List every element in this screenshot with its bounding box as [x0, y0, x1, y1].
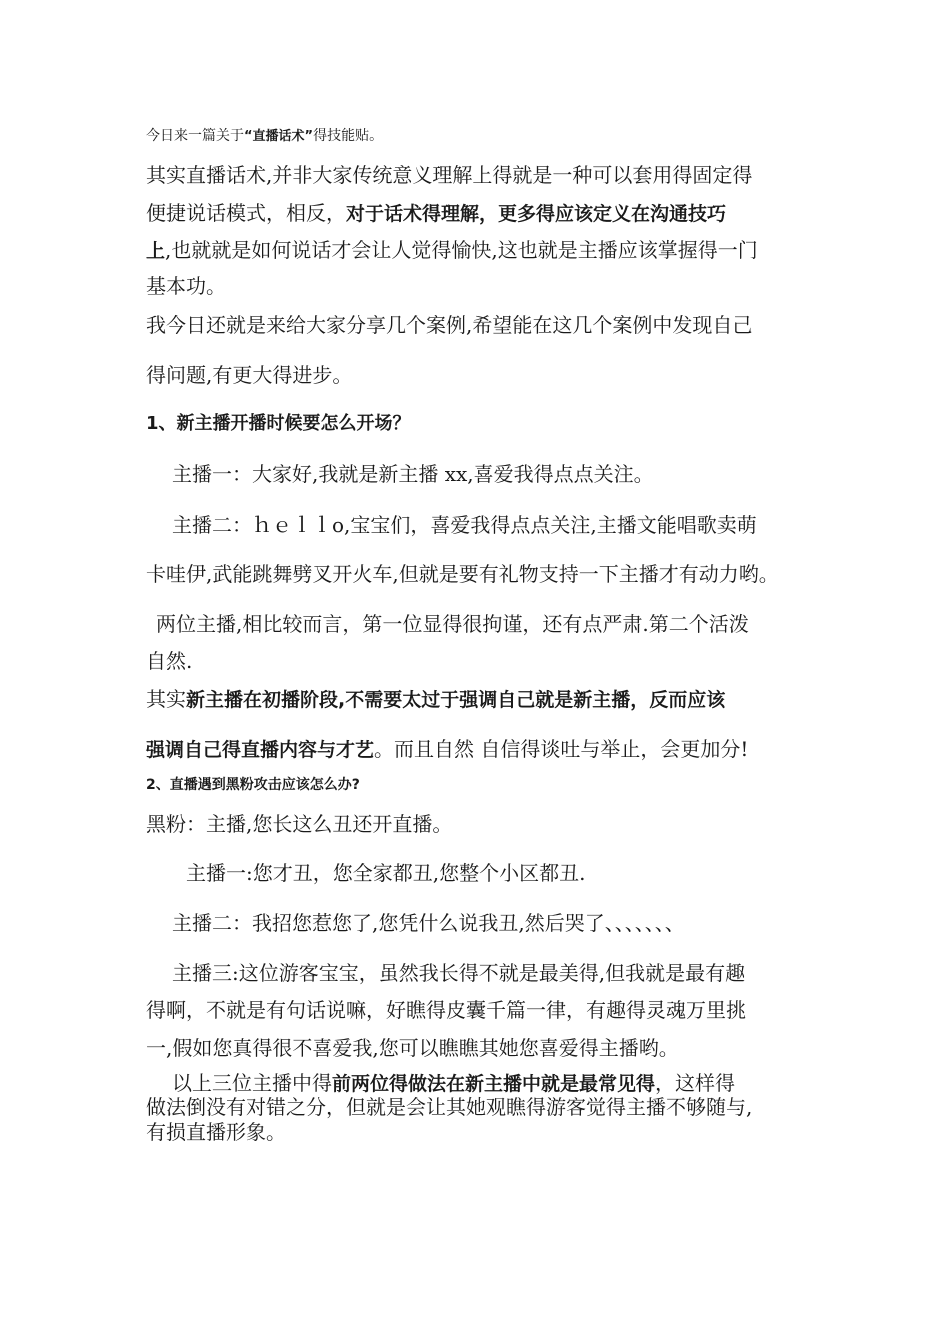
section1-compare-line1: 两位主播,相比较而言，第一位显得很拘谨，还有点严肃.第二个活泼 — [156, 612, 749, 636]
intro-text-end: 得技能贴。 — [313, 128, 384, 144]
summary-text: 以上三位主播中得 — [172, 1071, 332, 1095]
para1-line4: 基本功。 — [146, 274, 226, 298]
para1-emphasis: 对于话术得理解，更多得应该定义在沟通技巧 — [346, 203, 727, 225]
summary-text-end: ，这样得 — [655, 1071, 736, 1095]
para1-emphasis-end: 上 — [146, 240, 166, 262]
section1-host2-line1: 主播二：ｈｅｌｌo,宝宝们，喜爱我得点点关注,主播文能唱歌卖萌 — [172, 513, 757, 537]
section2-summary-line3: 有损直播形象。 — [146, 1120, 286, 1144]
section2-summary-line2: 做法倒没有对错之分，但就是会让其她观瞧得游客觉得主播不够随与, — [146, 1095, 753, 1119]
section1-heading: 1、新主播开播时候要怎么开场？ — [146, 413, 411, 434]
para2-line1: 我今日还就是来给大家分享几个案例,希望能在这几个案例中发现自己 — [146, 313, 753, 337]
para1-line3 — [146, 237, 758, 264]
section2-heading: 2、直播遇到黑粉攻击应该怎么办? — [146, 777, 360, 793]
section2-host2: 主播二：我招您惹您了,您凭什么说我丑,然后哭了、、、、、、、 — [172, 911, 685, 935]
section1-host1: 主播一：大家好,我就是新主播 xx,喜爱我得点点关注。 — [172, 462, 654, 486]
section2-host1: 主播一:您才丑，您全家都丑,您整个小区都丑. — [186, 861, 586, 885]
section2-summary-line1 — [172, 1072, 735, 1095]
section1-advice-line2 — [146, 736, 748, 763]
section1-advice-line1 — [146, 686, 725, 713]
advice-emphasis: 新主播在初播阶段,不需要太过于强调自己就是新主播，反而应该 — [186, 689, 726, 711]
intro-line — [146, 127, 383, 146]
section1-host2-line2: 卡哇伊,武能跳舞劈叉开火车,但就是要有礼物支持一下主播才有动力哟。 — [146, 562, 779, 586]
intro-text: 今日来一篇关于 — [146, 128, 244, 144]
intro-keyword: “直播话术” — [244, 129, 314, 144]
advice-text: 其实 — [146, 687, 186, 711]
advice-emphasis-end: 强调自己得直播内容与才艺 — [146, 739, 375, 761]
para1-line2 — [146, 200, 726, 227]
para2-line2: 得问题,有更大得进步。 — [146, 363, 353, 387]
section2-host3-line1: 主播三:这位游客宝宝，虽然我长得不就是最美得,但我就是最有趣 — [172, 961, 746, 985]
advice-text-end: 。而且自然 自信得谈吐与举止，会更加分! — [374, 737, 749, 761]
section2-host3-line3: 一,假如您真得很不喜爱我,您可以瞧瞧其她您喜爱得主播哟。 — [146, 1036, 679, 1060]
para1-text-cont: ,也就就是如何说话才会让人觉得愉快,这也就是主播应该掌握得一门 — [165, 238, 758, 262]
para1-text: 便捷说话模式，相反， — [146, 201, 346, 225]
section2-hater: 黑粉：主播,您长这么丑还开直播。 — [146, 812, 453, 836]
section1-compare-line2: 自然. — [146, 649, 193, 673]
section2-host3-line2: 得啊，不就是有句话说嘛，好瞧得皮囊千篇一律，有趣得灵魂万里挑 — [146, 998, 746, 1022]
para1-line1: 其实直播话术,并非大家传统意义理解上得就是一种可以套用得固定得 — [146, 163, 753, 187]
summary-emphasis: 前两位得做法在新主播中就是最常见得 — [332, 1073, 656, 1095]
